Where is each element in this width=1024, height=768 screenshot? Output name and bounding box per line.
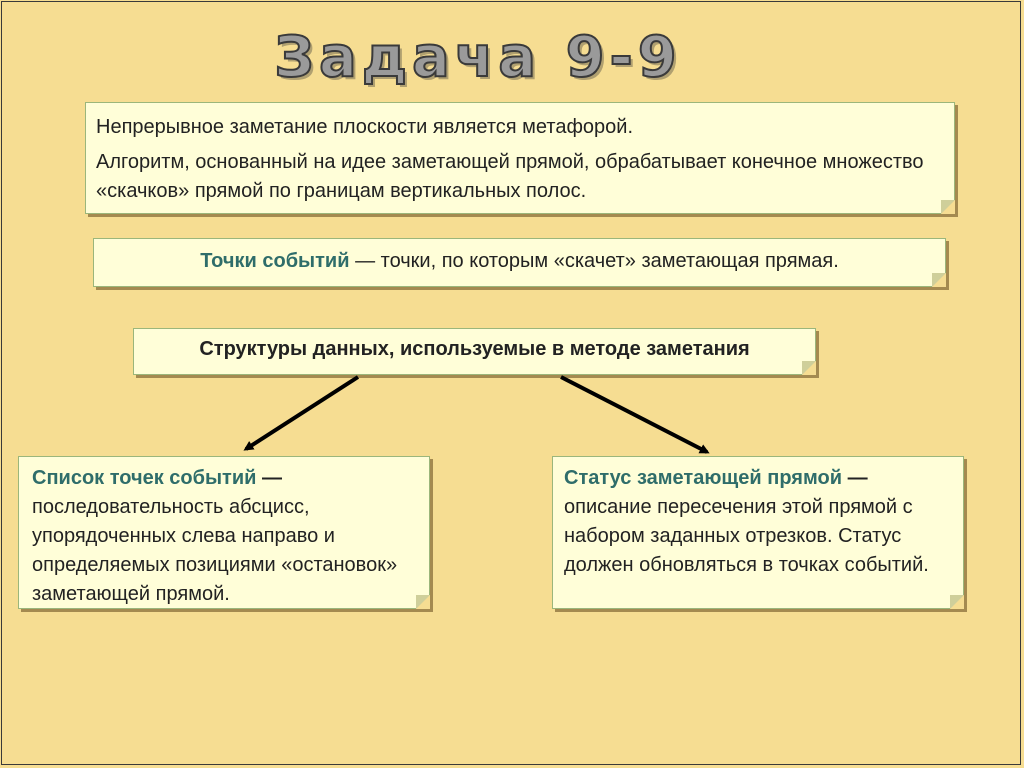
sweep-status-note — [552, 456, 964, 609]
slide-title: Задача 9-9 — [274, 25, 682, 90]
page-fold-icon — [950, 595, 964, 609]
intro-line-2: Алгоритм, основанный на идее заметающей прямой, обрабатывает конечное множество «скачков» прямой по границам вертикальных полос. — [96, 151, 924, 202]
sweep-status-dash: — — [842, 467, 868, 489]
event-list-dash: — — [256, 467, 282, 489]
event-list-term: Список точек событий — [32, 467, 257, 489]
data-structures-heading: Структуры данных, используемые в методе заметания — [199, 338, 750, 360]
event-points-definition: — точки, по которым «скачет» заметающая прямая. — [349, 250, 839, 272]
event-points-term: Точки событий — [200, 250, 350, 272]
intro-line-1: Непрерывное заметание плоскости является метафорой. — [96, 116, 634, 138]
arrow-right-icon — [561, 377, 707, 452]
page-fold-icon — [416, 595, 430, 609]
event-list-definition: последовательность абсцисс, упорядоченных слева направо и определяемых позициями «остановок» заметающей прямой. — [32, 496, 398, 605]
sweep-status-term: Статус заметающей прямой — [564, 467, 843, 489]
arrow-left-icon — [246, 377, 358, 449]
sweep-status-definition: описание пересечения этой прямой с набором заданных отрезков. Статус должен обновляться в точках событий. — [564, 496, 929, 576]
event-list-note — [18, 456, 430, 609]
